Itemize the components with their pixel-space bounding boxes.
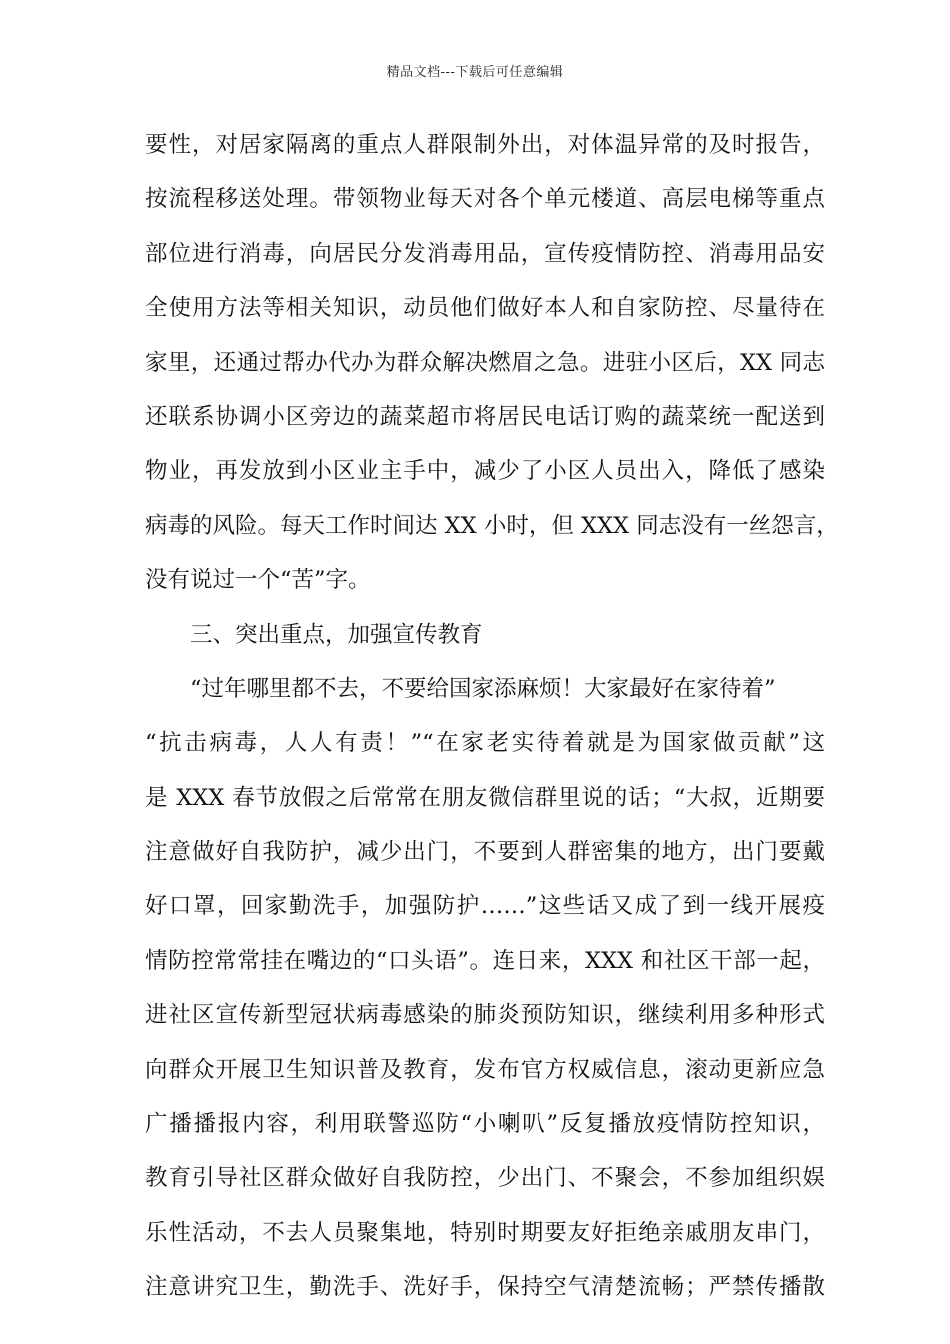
paragraph-line: 没有说过一个“苦”字。	[145, 567, 371, 594]
paragraph-line: 病毒的风险。每天工作时间达 XX 小时，但 XXX 同志没有一丝怨言，	[145, 512, 839, 539]
paragraph-line: “抗击病毒，人人有责！”“在家老实待着就是为国家做贡献”这	[145, 730, 825, 757]
paragraph-line: 按流程移送处理。带领物业每天对各个单元楼道、高层电梯等重点	[145, 186, 825, 213]
paragraph-line: 是 XXX 春节放假之后常常在朋友微信群里说的话；“大叔，近期要	[145, 784, 825, 811]
paragraph-line: 物业，再发放到小区业主手中，减少了小区人员出入，降低了感染	[145, 458, 825, 485]
paragraph-line: 要性，对居家隔离的重点人群限制外出，对体温异常的及时报告，	[145, 132, 825, 158]
paragraph-line: 注意讲究卫生，勤洗手、洗好手，保持空气清楚流畅；严禁传播散	[145, 1274, 825, 1301]
paragraph-line: 好口罩，回家勤洗手，加强防护……”这些话又成了到一线开展疫	[145, 893, 825, 920]
paragraph-line: 部位进行消毒，向居民分发消毒用品，宣传疫情防控、消毒用品安	[145, 240, 825, 267]
paragraph-line: 全使用方法等相关知识，动员他们做好本人和自家防控、尽量待在	[145, 295, 825, 322]
paragraph-line: 注意做好自我防护，减少出门，不要到人群密集的地方，出门要戴	[145, 839, 825, 866]
paragraph-line: “过年哪里都不去，不要给国家添麻烦！大家最好在家待着”	[190, 675, 776, 702]
paragraph-line: 向群众开展卫生知识普及教育，发布官方权威信息，滚动更新应急	[145, 1056, 825, 1083]
body-text	[145, 118, 839, 1315]
paragraph-line: 情防控常常挂在嘴边的“口头语”。连日来，XXX 和社区干部一起，	[145, 947, 825, 974]
paragraph-line: 进社区宣传新型冠状病毒感染的肺炎预防知识，继续利用多种形式	[145, 1002, 825, 1029]
page-header: 精品文档---下载后可任意编辑	[386, 65, 564, 80]
paragraph-line: 乐性活动，不去人员聚集地，特别时期要友好拒绝亲戚朋友串门，	[145, 1219, 825, 1246]
section-heading: 三、突出重点，加强宣传教育	[190, 621, 483, 648]
paragraph-line: 教育引导社区群众做好自我防控，少出门、不聚会，不参加组织娱	[145, 1165, 825, 1192]
paragraph-line: 家里，还通过帮办代办为群众解决燃眉之急。进驻小区后，XX 同志	[145, 349, 825, 376]
paragraph-line: 还联系协调小区旁边的蔬菜超市将居民电话订购的蔬菜统一配送到	[145, 403, 825, 430]
paragraph-line: 广播播报内容，利用联警巡防“小喇叭”反复播放疫情防控知识，	[145, 1111, 825, 1138]
